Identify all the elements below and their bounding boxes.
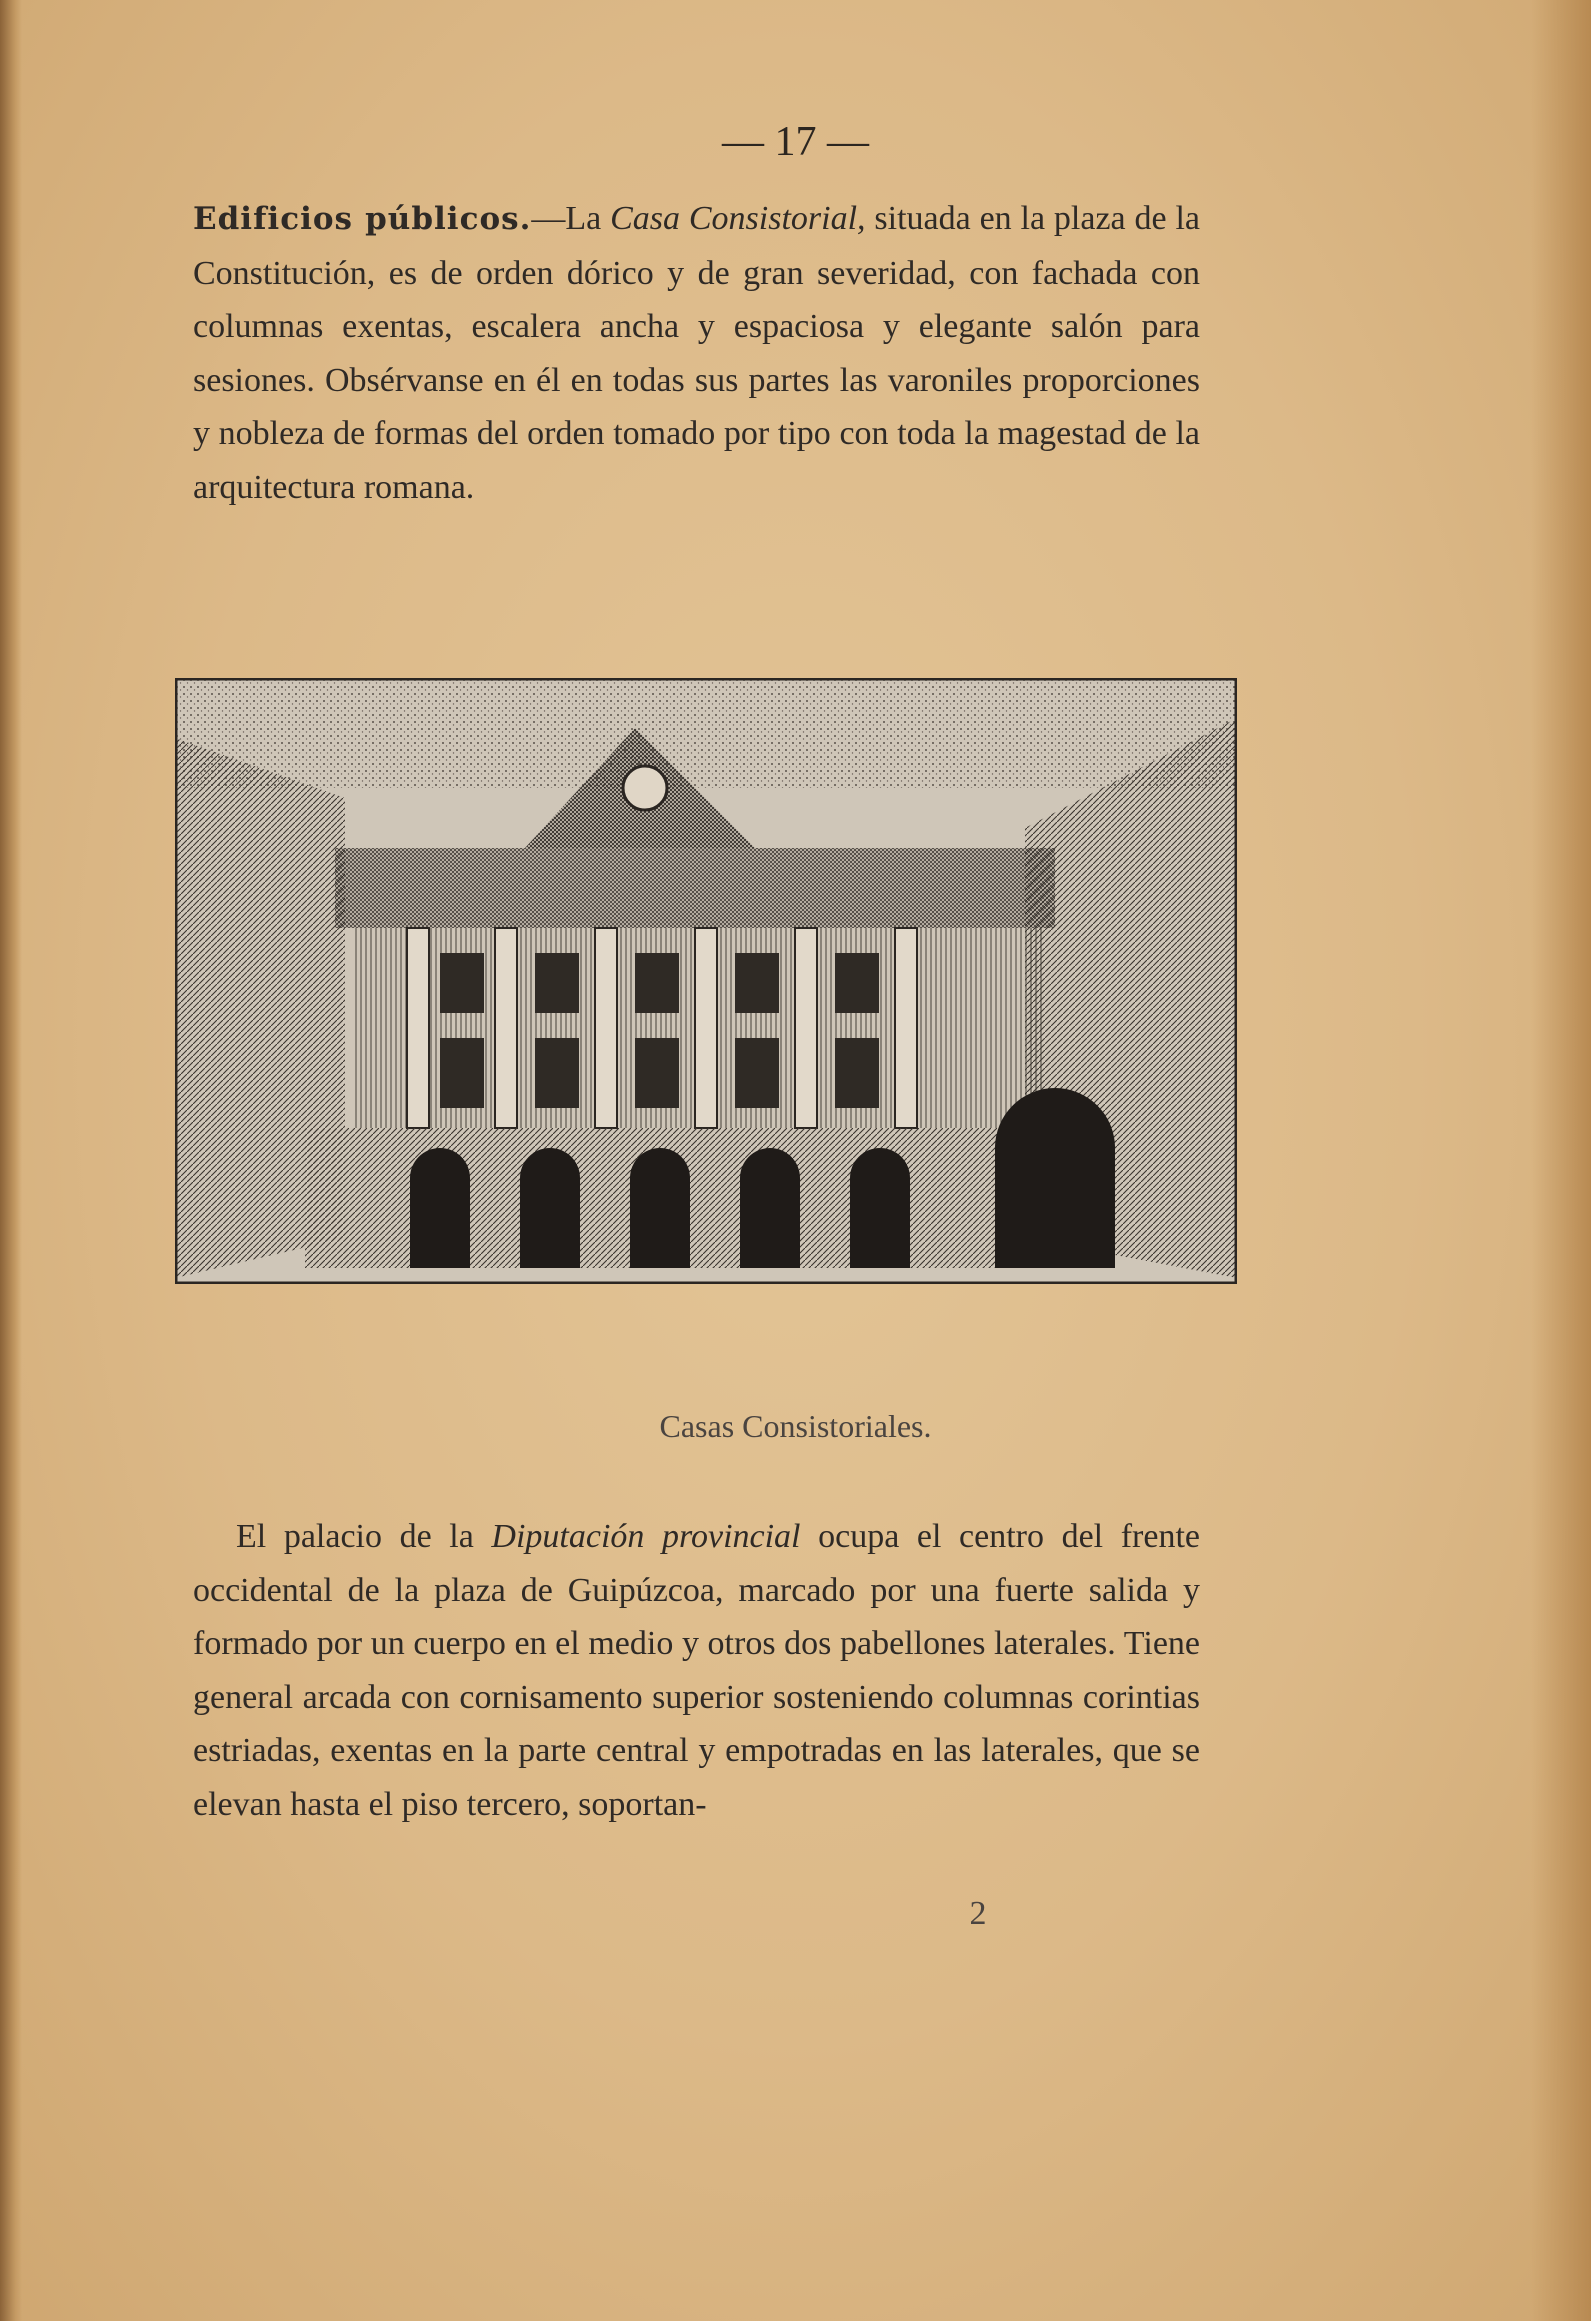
paragraph-text: ocupa el centro del frente occidental de la plaza de Guipúzcoa, marcado por una fuerte salida y formado por un cuerpo en el medio y otros dos pabellones laterales. Tiene general arcada con cornisamento superior sosteniendo columnas corintias estriadas, exentas en la parte central y empotradas en las laterales, que se elevan hasta el piso tercero, soportan- <box>193 1518 1200 1823</box>
town-hall-illustration <box>175 678 1237 1284</box>
signature-mark: 2 <box>969 1895 987 1932</box>
page-edge-left <box>0 0 22 2321</box>
emphasis-text: Diputación provincial <box>491 1518 801 1555</box>
page-edge-right <box>1531 0 1591 2321</box>
engraving-town-hall <box>175 678 1237 1284</box>
paragraph-diputacion <box>193 1510 1200 1831</box>
page-number: — 17 — <box>722 119 869 165</box>
paragraph-public-buildings <box>193 192 1200 514</box>
section-heading: Edificios públicos. <box>193 201 532 237</box>
emphasis-text: Casa Consistorial, <box>610 200 866 237</box>
figure-caption: Casas Consistoriales. <box>659 1408 932 1444</box>
paragraph-text: El palacio de la <box>236 1518 492 1555</box>
paragraph-text: situada en la plaza de la Constitución, es de orden dórico y de gran severidad, con fachada con columnas exentas, escalera ancha y espaciosa y elegante salón para sesiones. Obsérvanse en él en todas sus partes las varoniles proporciones y nobleza de formas del orden tomado por tipo con toda la magestad de la arquitectura romana. <box>193 200 1201 506</box>
paragraph-text: —La <box>531 200 611 237</box>
